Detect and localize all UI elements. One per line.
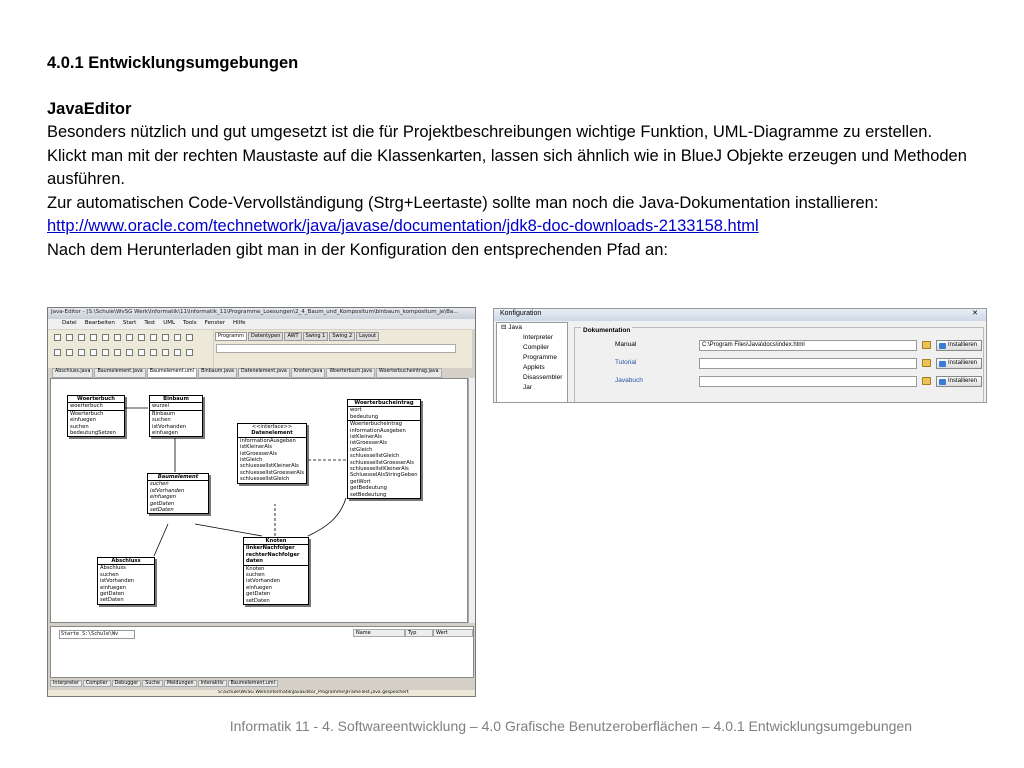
status-bar: S:\Schule\WvSG Werk\Informatik\JavaEditor_Programme\JFrameTest.java gespeichert (48, 690, 476, 697)
method: Woerterbucheintrag (350, 421, 402, 428)
javabuch-path-field[interactable] (699, 376, 917, 387)
java-editor-toolbar (48, 330, 213, 368)
oracle-doc-link[interactable]: http://www.oracle.com/technetwork/java/javase/documentation/jdk8-doc-downloads-2133158.html (47, 217, 759, 235)
method: suchen (246, 572, 265, 579)
attribute: daten (246, 558, 263, 565)
method: suchen (150, 481, 169, 488)
new-file-icon[interactable] (54, 334, 61, 341)
menu-uml[interactable]: UML (163, 320, 176, 326)
row-tutorial (615, 358, 978, 369)
method: einfuegen (246, 584, 272, 591)
class-name: Woerterbucheintrag (348, 400, 420, 407)
column-typ[interactable]: Typ (405, 629, 433, 637)
cut-icon[interactable] (114, 334, 121, 341)
group-title: Dokumentation (583, 327, 631, 334)
method: getWort (350, 478, 371, 485)
help-icon[interactable] (186, 334, 193, 341)
uml-icon[interactable] (114, 349, 121, 356)
class-name: Baumelement (148, 474, 208, 481)
palette-tab-swing2[interactable]: Swing 2 (329, 332, 355, 341)
menu-test[interactable]: Test (144, 320, 156, 326)
install-javabuch-button[interactable]: Installieren (936, 376, 982, 387)
inherit-abschluss-baumelement (154, 524, 168, 556)
method: einfuegen (150, 494, 176, 501)
java-editor-screenshot (47, 307, 476, 697)
run-icon[interactable] (66, 349, 73, 356)
method: setDaten (150, 507, 174, 514)
tab-meldungen[interactable]: Meldungen (164, 680, 197, 687)
method: Woerterbuch (70, 410, 104, 417)
menu-tools[interactable]: Tools (183, 320, 197, 326)
slide-subheading: JavaEditor (47, 99, 132, 118)
redo-icon[interactable] (162, 334, 169, 341)
tutorial-path-field[interactable] (699, 358, 917, 369)
method: getDaten (150, 500, 175, 507)
folder-icon[interactable] (922, 359, 931, 367)
attribute: bedeutung (350, 413, 379, 420)
method: setDaten (246, 597, 270, 604)
install-icon (939, 343, 946, 349)
method: einfuegen (70, 417, 96, 424)
attribute: woerterbuch (70, 403, 103, 410)
doc-tab-baumelement-uml[interactable]: Baumelement.uml (147, 368, 197, 378)
variables-header (353, 629, 473, 637)
menu-start[interactable]: Start (122, 320, 137, 326)
method: istGleich (350, 446, 373, 453)
manual-path-field[interactable]: C:\Program Files\Java\docs\index.html (699, 340, 917, 351)
gui-icon[interactable] (138, 349, 145, 356)
doc-tab-abschluss-java[interactable]: Abschluss.java (52, 368, 93, 378)
attribute: linkerNachfolger (246, 545, 295, 552)
configuration-dialog-screenshot (493, 308, 987, 403)
method: schluesselIstGroesserAls (350, 459, 414, 466)
menu-fenster[interactable]: Fenster (204, 320, 225, 326)
tree-item-disassembler[interactable]: Disassembler (523, 374, 563, 381)
folder-icon[interactable] (922, 341, 931, 349)
paragraph-autocomplete: Zur automatischen Code-Vervollständigung (Strg+Leertaste) sollte man noch die Java-Dokumentation installieren: (47, 193, 879, 212)
method: schluesselIstGleich (240, 476, 290, 483)
bottom-tabs (50, 680, 278, 687)
tree-item-jar[interactable]: Jar (523, 384, 533, 391)
method: getDaten (100, 591, 125, 598)
method: bedeutungSetzen (70, 430, 116, 437)
method: istKleinerAls (350, 434, 382, 441)
print-icon[interactable] (102, 334, 109, 341)
tree-item-java[interactable]: ⊟ Java (501, 324, 522, 331)
slide-heading: 4.0.1 Entwicklungsumgebungen (47, 54, 299, 72)
document-tabs (52, 368, 472, 378)
copy-icon[interactable] (126, 334, 133, 341)
tab-suche[interactable]: Suche (142, 680, 163, 687)
doc-tab-woerterbuch-java[interactable]: Woerterbuch.java (326, 368, 374, 378)
attribute: rechterNachfolger (246, 551, 300, 558)
config-tree (496, 322, 568, 403)
label-manual: Manual (615, 341, 637, 348)
method: getBedeutung (350, 485, 387, 492)
tab-compiler[interactable]: Compiler (83, 680, 111, 687)
install-icon (939, 361, 946, 367)
paragraph-uml: Besonders nützlich und gut umgesetzt ist die für Projektbeschreibungen wichtige Funktion, UML-Diagramme zu erstellen. (47, 123, 933, 141)
install-tutorial-button[interactable]: Installieren (936, 358, 982, 369)
folder-icon[interactable] (922, 377, 931, 385)
save-all-icon[interactable] (90, 334, 97, 341)
tab-interpreter[interactable]: Interpreter (50, 680, 82, 687)
palette-tab-programm[interactable]: Programm (215, 332, 247, 341)
inherit-knoten-baumelement (195, 524, 262, 536)
palette-tab-swing1[interactable]: Swing 1 (303, 332, 329, 341)
tree-item-applets[interactable]: Applets (523, 364, 545, 371)
doc-tab-datenelement-java[interactable]: Datenelement.java (238, 368, 290, 378)
documentation-group (574, 327, 984, 403)
method: istVorhanden (246, 578, 281, 585)
install-icon (939, 379, 946, 385)
paragraph-after-link: Nach dem Herunterladen gibt man in der Konfiguration den entsprechenden Pfad an: (47, 240, 668, 259)
console-input[interactable]: Starte S:\Schule\Wv (59, 630, 135, 639)
method: istGleich (240, 457, 263, 464)
palette-component-row[interactable] (216, 344, 456, 353)
method: schluesselIstKleinerAls (350, 466, 409, 473)
uml-association-lines (50, 378, 468, 623)
undo-icon[interactable] (150, 334, 157, 341)
uml-vertical-scrollbar[interactable] (468, 378, 476, 623)
class-name: Knoten (244, 538, 308, 545)
menu-datei[interactable]: Datei (62, 320, 77, 326)
info-icon[interactable] (186, 349, 193, 356)
attribute: wort (350, 407, 362, 414)
structogram-icon[interactable] (150, 349, 157, 356)
tab-interaktiv[interactable]: Interaktiv (198, 680, 227, 687)
label-tutorial: Tutorial (615, 359, 637, 366)
step-icon[interactable] (90, 349, 97, 356)
dialog-title: Konfiguration (500, 310, 542, 317)
tree-item-programme[interactable]: Programme (523, 354, 557, 361)
method: istVorhanden (100, 578, 135, 585)
menu-bearbeiten[interactable]: Bearbeiten (84, 320, 115, 326)
palette-tab-layout[interactable]: Layout (356, 332, 379, 341)
method: informationAusgeben (350, 427, 406, 434)
assoc-knoten-woerterbucheintrag (308, 498, 346, 536)
attribute: wurzel (152, 403, 170, 410)
stereotype: <<interface>> (251, 424, 293, 430)
palette-tab-awt[interactable]: AWT (284, 332, 301, 341)
tab-debugger[interactable]: Debugger (112, 680, 142, 687)
tree-item-interpreter[interactable]: Interpreter (523, 334, 553, 341)
paste-icon[interactable] (138, 334, 145, 341)
component-palette (214, 330, 472, 368)
slide-text (47, 52, 987, 262)
doc-tab-binbaum-java[interactable]: Binbaum.java (198, 368, 237, 378)
method: setDaten (100, 597, 124, 604)
save-icon[interactable] (78, 334, 85, 341)
compile-icon[interactable] (54, 349, 61, 356)
method: schluesselIstGleich (350, 453, 400, 460)
close-icon[interactable]: ✕ (972, 310, 978, 317)
java-editor-menu (48, 319, 475, 329)
java-editor-title: Java-Editor - [S:\Schule\WvSG Werk\Informatik\11\Informatik_11\Programme_Loesungen\2_4_Baum_und_Kompositum\binbaum_kompositum_je\Ba... (48, 308, 475, 319)
find-icon[interactable] (174, 334, 181, 341)
menu-hilfe[interactable]: Hilfe (233, 320, 246, 326)
settings-icon[interactable] (174, 349, 181, 356)
method: schluesselIstGroesserAls (240, 469, 304, 476)
tree-item-compiler[interactable]: Compiler (523, 344, 550, 351)
method: informationAusgeben (240, 437, 296, 444)
method: schluesselIstKleinerAls (240, 463, 299, 470)
method: suchen (152, 417, 171, 424)
method: einfuegen (152, 430, 178, 437)
tab-baumelement-uml[interactable]: Baumelement.uml (228, 680, 278, 687)
doc-tab-baumelement-java[interactable]: Baumelement.java (94, 368, 145, 378)
console-panel (50, 626, 474, 678)
column-name[interactable]: Name (353, 629, 405, 637)
palette-tab-datentypen[interactable]: Datentypen (248, 332, 283, 341)
sequence-icon[interactable] (162, 349, 169, 356)
class-name: Binbaum (150, 396, 202, 403)
method: getDaten (246, 591, 271, 598)
breakpoint-icon[interactable] (102, 349, 109, 356)
method: Knoten (246, 565, 265, 572)
method: istVorhanden (152, 423, 187, 430)
doc-tab-knoten-java[interactable]: Knoten.java (291, 368, 326, 378)
open-file-icon[interactable] (66, 334, 73, 341)
doc-tab-woerterbucheintrag-java[interactable]: Woerterbucheintrag.java (376, 368, 442, 378)
row-javabuch (615, 376, 978, 387)
slide-footer: Informatik 11 - 4. Softwareentwicklung – 4.0 Grafische Benutzeroberflächen – 4.0.1 Entwicklungsumgebungen (229, 718, 912, 734)
debug-icon[interactable] (78, 349, 85, 356)
dialog-titlebar (494, 309, 986, 321)
install-manual-button[interactable]: Installieren (936, 340, 982, 351)
row-manual (615, 340, 978, 351)
method: setBedeutung (350, 491, 387, 498)
method: suchen (70, 423, 89, 430)
method: istVorhanden (150, 487, 185, 494)
method: suchen (100, 571, 119, 578)
method: Binbaum (152, 410, 176, 417)
method: Abschluss (100, 565, 126, 572)
class-name: Abschluss (98, 558, 154, 565)
class-name: Woerterbuch (68, 396, 124, 403)
method: einfuegen (100, 584, 126, 591)
method: SchluesselAlsStringGeben (350, 472, 418, 479)
class-name: Datenelement (238, 430, 306, 437)
method: istGroesserAls (240, 450, 278, 457)
column-wert[interactable]: Wert (433, 629, 473, 637)
class-icon[interactable] (126, 349, 133, 356)
method: istGroesserAls (350, 440, 388, 447)
paragraph-rightclick: Klickt man mit der rechten Maustaste auf die Klassenkarten, lassen sich ähnlich wie in BlueJ Objekte erzeugen und Methoden ausführen. (47, 146, 967, 188)
label-javabuch: Javabuch (615, 377, 643, 384)
method: istKleinerAls (240, 444, 272, 451)
